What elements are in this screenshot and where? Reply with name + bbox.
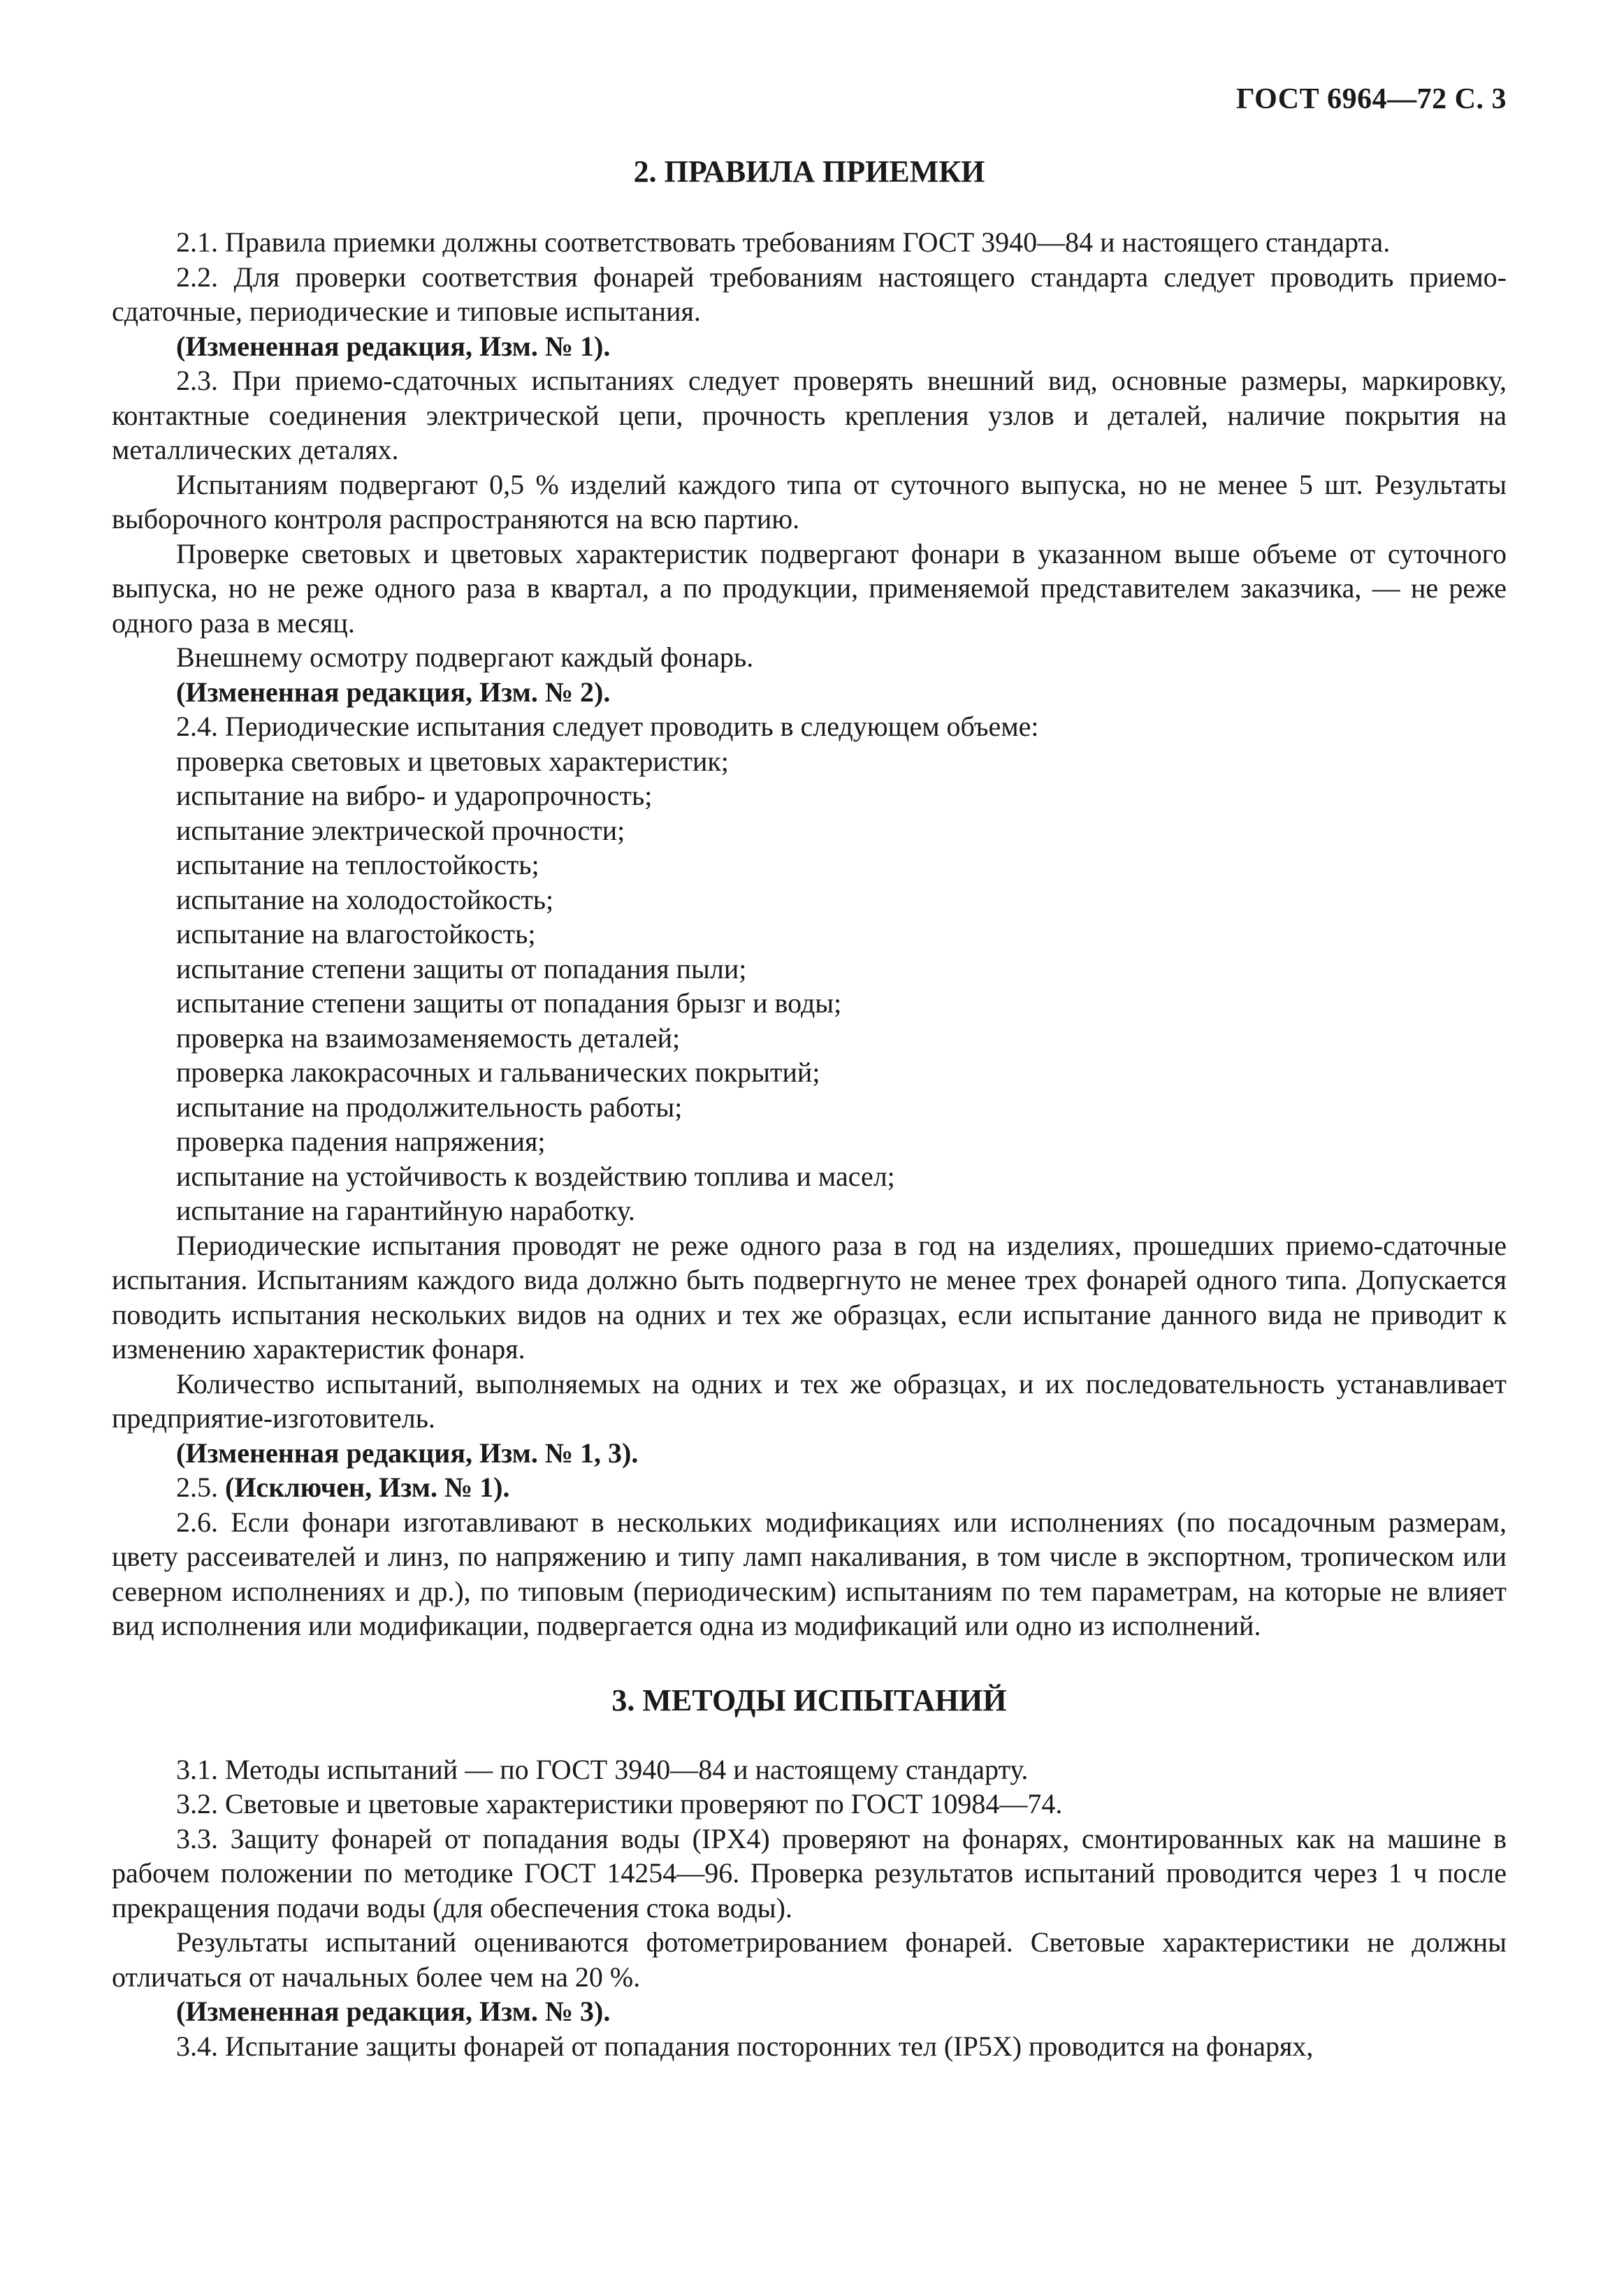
test-list <box>112 744 1507 1228</box>
paragraph-2-4-periodicity: Периодические испытания проводят не реже одного раза в год на изделиях, прошедших приемо-сдаточные испытания. Испытаниям каждого вида должно быть подвергнуто не менее трех фонарей одного типа. Допускается поводить испытания нескольких видов на одних и тех же образцах, если испытание данного вида не приводит к изменению характеристик фонаря. <box>112 1229 1507 1365</box>
paragraph-2-1: 2.1. Правила приемки должны соответствовать требованиям ГОСТ 3940—84 и настоящего стандарта. <box>176 226 1391 258</box>
amendment-note: (Измененная редакция, Изм. № 2). <box>176 676 611 708</box>
paragraph-2-3-light-checks: Проверке световых и цветовых характеристик подвергают фонари в указанном выше объеме от суточного выпуска, но не реже одного раза в квартал, а по продукции, применяемой представителем заказчика, — не реже одного раза в месяц. <box>112 537 1507 639</box>
list-item: испытание на холодостойкость; <box>176 883 554 915</box>
paragraph-2-3-sampling: Испытаниям подвергают 0,5 % изделий каждого типа от суточного выпуска, но не менее 5 шт. Результаты выборочного контроля распространяются на всю партию. <box>112 468 1507 535</box>
list-item: испытание на продолжительность работы; <box>176 1091 683 1123</box>
paragraph-2-4: 2.4. Периодические испытания следует проводить в следующем объеме: <box>176 711 1039 742</box>
list-item: испытание на вибро- и ударопрочность; <box>176 780 653 811</box>
paragraph-2-3-visual: Внешнему осмотру подвергают каждый фонарь. <box>176 641 754 673</box>
list-item: проверка падения напряжения; <box>176 1126 546 1157</box>
list-item: испытание степени защиты от попадания брызг и воды; <box>176 987 842 1019</box>
section-2-title: 2. ПРАВИЛА ПРИЕМКИ <box>633 154 985 189</box>
paragraph-3-3-results: Результаты испытаний оцениваются фотометрированием фонарей. Световые характеристики не должны отличаться от начальных более чем на 20 %. <box>112 1926 1507 1993</box>
list-item: испытание степени защиты от попадания пыли; <box>176 952 747 984</box>
list-item: испытание на влагостойкость; <box>176 918 536 950</box>
paragraph-3-1: 3.1. Методы испытаний — по ГОСТ 3940—84 и настоящему стандарту. <box>176 1753 1029 1785</box>
paragraph-3-2: 3.2. Световые и цветовые характеристики проверяют по ГОСТ 10984—74. <box>176 1788 1063 1819</box>
paragraph-2-4-sequence: Количество испытаний, выполняемых на одних и тех же образцах, и их последовательность устанавливает предприятие-изготовитель. <box>112 1367 1507 1434</box>
amendment-note: (Измененная редакция, Изм. № 3). <box>176 1996 611 2027</box>
list-item: проверка на взаимозаменяемость деталей; <box>176 1022 681 1054</box>
list-item: испытание на устойчивость к воздействию топлива и масел; <box>176 1160 895 1192</box>
page-header: ГОСТ 6964—72 С. 3 <box>1235 83 1507 115</box>
document-body <box>112 148 1507 2063</box>
list-item: проверка световых и цветовых характеристик; <box>176 745 729 777</box>
list-item: испытание электрической прочности; <box>176 814 625 846</box>
list-item: испытание на гарантийную наработку. <box>176 1195 635 1226</box>
paragraph-2-5 <box>112 1470 1507 1505</box>
amendment-note: (Измененная редакция, Изм. № 1, 3). <box>176 1437 639 1469</box>
amendment-note: (Измененная редакция, Изм. № 1). <box>176 330 611 362</box>
paragraph-2-6: 2.6. Если фонари изготавливают в нескольких модификациях или исполнениях (по посадочным размерам, цвету рассеивателей и линз, по напряжению и типу ламп накаливания, в том числе в экспортном, тропическом или северном исполнениях и др.), по типовым (периодическим) испытаниям по тем параметрам, на которые не влияет вид исполнения или модификации, подвергается одна из модификаций или одно из исполнений. <box>112 1506 1507 1641</box>
list-item: испытание на теплостойкость; <box>176 849 539 880</box>
paragraph-2-2: 2.2. Для проверки соответствия фонарей требованиям настоящего стандарта следует проводить приемо-сдаточные, периодические и типовые испытания. <box>112 261 1507 327</box>
list-item: проверка лакокрасочных и гальванических покрытий; <box>176 1056 820 1088</box>
paragraph-2-5-number: 2.5. <box>176 1472 218 1503</box>
section-3-title: 3. МЕТОДЫ ИСПЫТАНИЙ <box>611 1683 1007 1717</box>
paragraph-3-3: 3.3. Защиту фонарей от попадания воды (IPX4) проверяют на фонарях, смонтированных как на машине в рабочем положении по методике ГОСТ 14254—96. Проверка результатов испытаний проводится через 1 ч после прекращения подачи воды (для обеспечения стока воды). <box>112 1822 1507 1924</box>
paragraph-2-3: 2.3. При приемо-сдаточных испытаниях следует проверять внешний вид, основные размеры, маркировку, контактные соединения электрической цепи, прочность крепления узлов и деталей, наличие покрытия на металлических деталях. <box>112 365 1507 465</box>
paragraph-3-4: 3.4. Испытание защиты фонарей от попадания посторонних тел (IP5X) проводится на фонарях, <box>176 2030 1314 2062</box>
paragraph-2-5-text: (Исключен, Изм. № 1). <box>225 1472 510 1503</box>
